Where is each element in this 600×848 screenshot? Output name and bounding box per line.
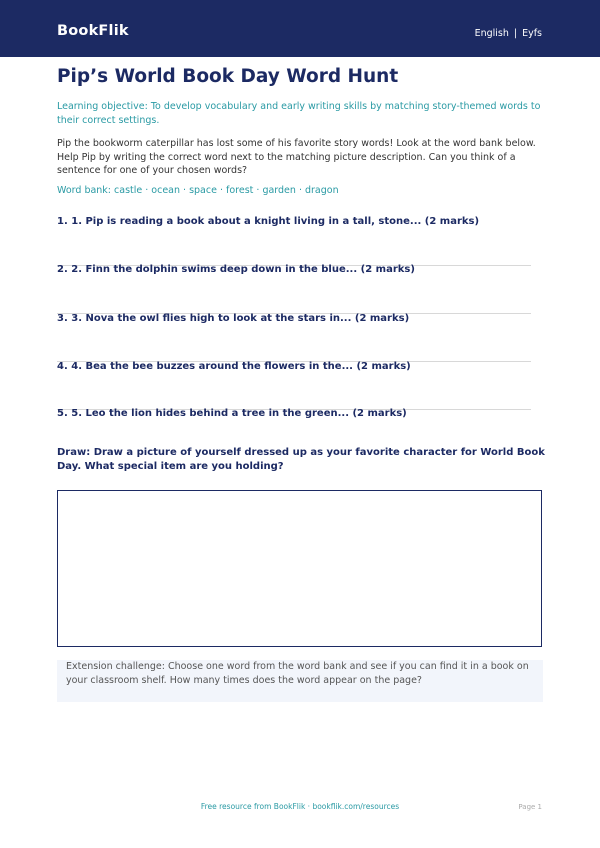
extension-challenge <box>57 660 543 702</box>
drawing-area[interactable] <box>57 490 542 647</box>
language-level-indicator <box>475 28 542 39</box>
intro-text: Pip the bookworm caterpillar has lost some of his favorite story words! Look at the word bank below. Help Pip by writing the correct word next to the matching picture description. Can you think of a sentence for one of your chosen words? <box>57 138 536 176</box>
draw-prompt: Draw: Draw a picture of yourself dressed up as your favorite character for World Book Day. What special item are you holding? <box>57 447 545 472</box>
question-1: 1. 1. Pip is reading a book about a knight living in a tall, stone... (2 marks) <box>57 216 480 227</box>
question-5: 5. 5. Leo the lion hides behind a tree in the green... (2 marks) <box>57 408 407 419</box>
language-label[interactable]: English <box>474 28 509 39</box>
word-bank: Word bank: castle · ocean · space · forest · garden · dragon <box>57 185 339 196</box>
worksheet-title: Pip’s World Book Day Word Hunt <box>57 66 399 87</box>
level-label[interactable]: Eyfs <box>522 28 542 39</box>
page-number: Page 1 <box>518 803 542 811</box>
learning-objective: Learning objective: To develop vocabulary and early writing skills by matching story-themed words to their correct settings. <box>57 101 541 126</box>
question-3: 3. 3. Nova the owl flies high to look at the stars in... (2 marks) <box>57 313 410 324</box>
question-4: 4. 4. Bea the bee buzzes around the flowers in the... (2 marks) <box>57 361 411 372</box>
language-separator: | <box>513 28 518 39</box>
extension-text: Extension challenge: Choose one word from the word bank and see if you can find it in a book on your classroom shelf. How many times does the word appear on the page? <box>66 661 529 686</box>
brand-logo[interactable]: BookFlik <box>57 23 129 39</box>
site-header <box>0 0 600 57</box>
footer-link[interactable]: Free resource from BookFlik · bookflik.com/resources <box>200 802 400 811</box>
question-2: 2. 2. Finn the dolphin swims deep down in the blue... (2 marks) <box>57 264 415 275</box>
